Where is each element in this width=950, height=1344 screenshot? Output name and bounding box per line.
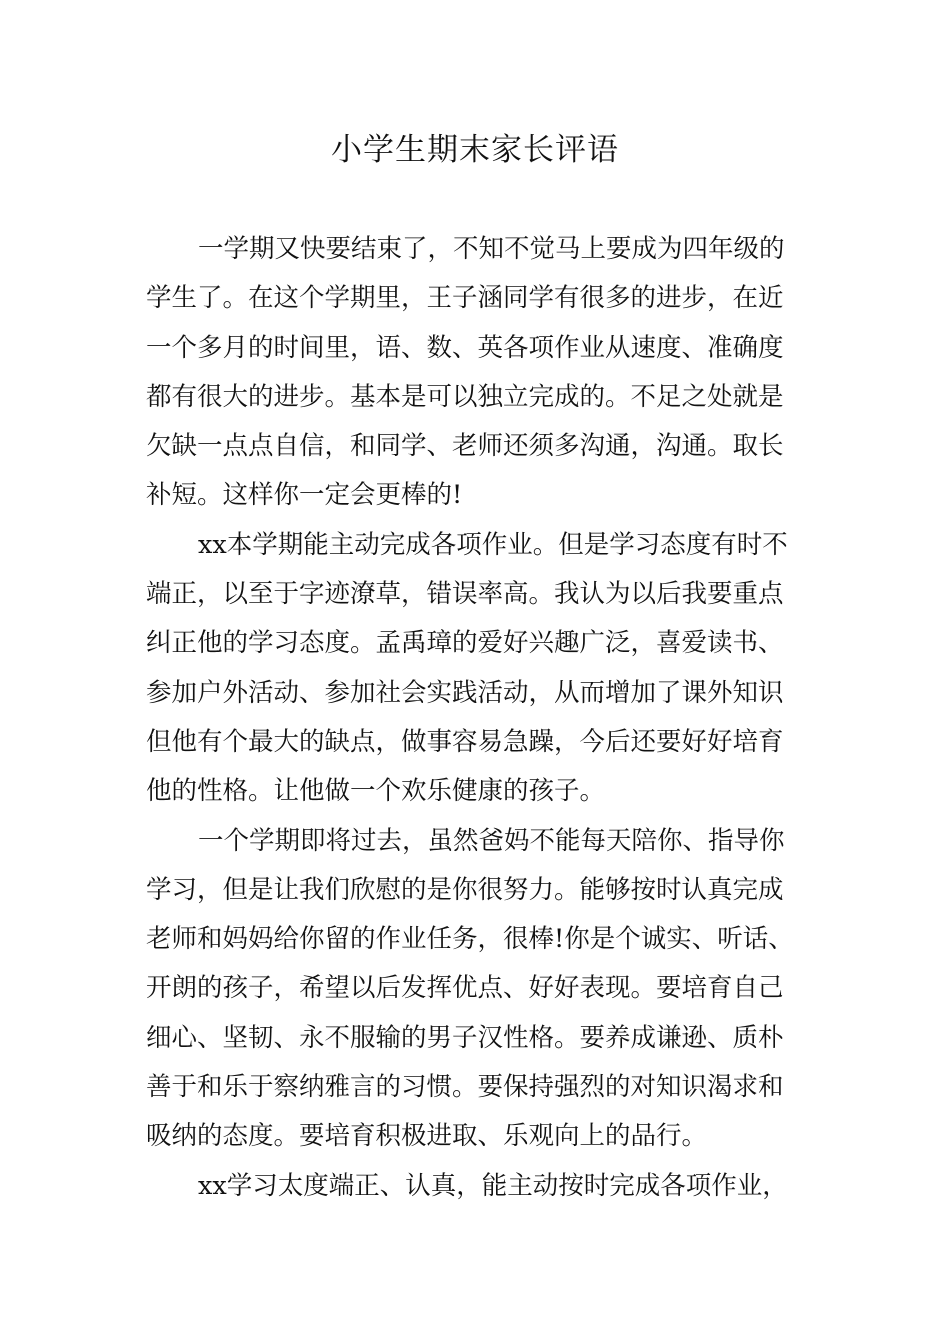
text-line: 学生了。在这个学期里，王子涵同学有很多的进步，在近: [146, 283, 784, 314]
text-line: 善于和乐于察纳雅言的习惯。要保持强烈的对知识渴求和: [146, 1072, 784, 1103]
paragraph: [146, 1162, 811, 1211]
paragraph: [146, 225, 811, 521]
text-line: 一个多月的时间里，语、数、英各项作业从速度、准确度: [146, 332, 784, 363]
text-line: 学习，但是让我们欣慰的是你很努力。能够按时认真完成: [146, 874, 784, 905]
text-line: 都有很大的进步。基本是可以独立完成的。不足之处就是: [146, 381, 784, 412]
text-line: 但他有个最大的缺点，做事容易急躁，今后还要好好培育: [146, 726, 784, 757]
text-line: 欠缺一点点自信，和同学、老师还须多沟通，沟通。取长: [146, 431, 784, 462]
text-line: 吸纳的态度。要培育积极进取、乐观向上的品行。: [146, 1121, 708, 1152]
text-line: xx学习太度端正、认真，能主动按时完成各项作业，: [198, 1170, 788, 1201]
text-line: 一学期又快要结束了，不知不觉马上要成为四年级的: [198, 234, 785, 264]
text-line: 补短。这样你一定会更棒的!: [146, 480, 463, 511]
text-line: 老师和妈妈给你留的作业任务，很棒!你是个诚实、听话、: [146, 924, 794, 955]
text-line: 端正，以至于字迹潦草，错误率高。我认为以后我要重点: [146, 579, 784, 610]
text-line: 参加户外活动、参加社会实践活动，从而增加了课外知识: [146, 677, 784, 708]
text-line: 一个学期即将过去，虽然爸妈不能每天陪你、指导你: [198, 825, 785, 856]
text-line: 开朗的孩子，希望以后发挥优点、好好表现。要培育自己: [146, 973, 784, 1004]
paragraph: [146, 817, 811, 1162]
document-body: [146, 225, 811, 1211]
paragraph: [146, 521, 811, 817]
text-line: xx本学期能主动完成各项作业。但是学习态度有时不: [198, 529, 788, 560]
text-line: 细心、坚韧、永不服输的男子汉性格。要养成谦逊、质朴: [146, 1022, 784, 1053]
document-title: 小学生期末家长评语: [331, 132, 619, 168]
text-line: 纠正他的学习态度。孟禹璋的爱好兴趣广泛，喜爱读书、: [146, 628, 784, 659]
text-line: 他的性格。让他做一个欢乐健康的孩子。: [146, 776, 606, 807]
